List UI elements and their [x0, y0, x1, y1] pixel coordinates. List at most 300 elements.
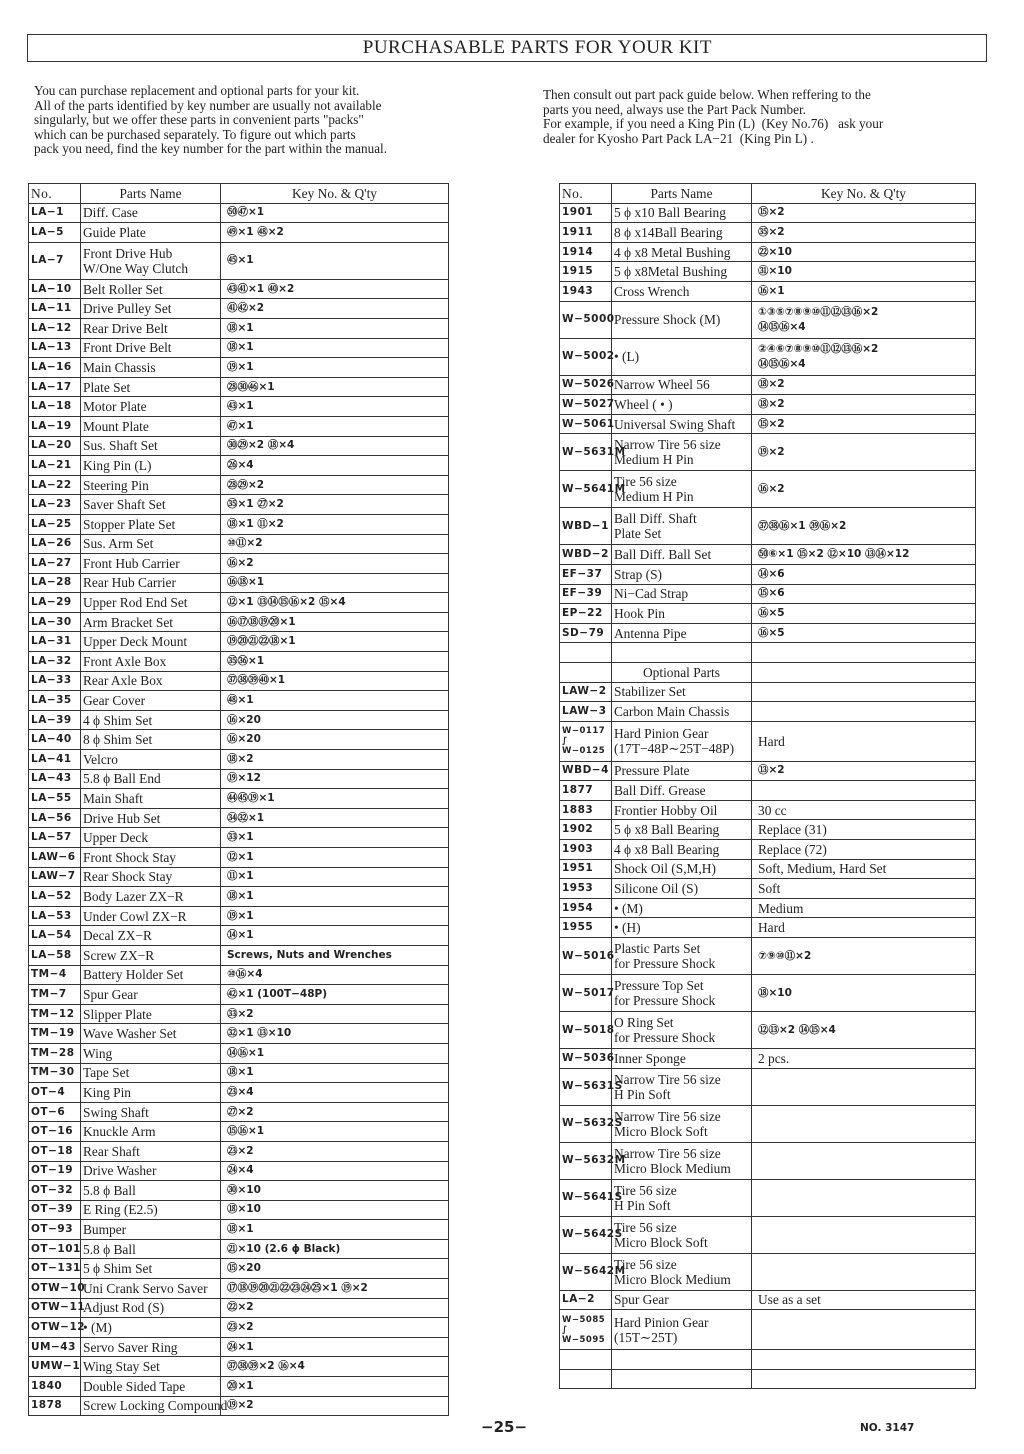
key-quantity: ㉞㉜×1: [221, 808, 449, 828]
table-row: [29, 828, 449, 848]
key-quantity: ⑩⑯×4: [221, 965, 449, 985]
part-number: WBD−2: [560, 545, 612, 565]
table-row: [29, 750, 449, 770]
part-number: W−5085 ∫ W−5095: [560, 1310, 612, 1350]
page-title-bar: [27, 34, 987, 62]
table-row: [560, 938, 976, 975]
part-name: Main Chassis: [81, 358, 221, 378]
part-name: Wheel ( • ): [612, 395, 752, 415]
table-row: [29, 475, 449, 495]
part-number: LA−22: [29, 475, 81, 495]
key-quantity: ⑮×2: [752, 203, 976, 223]
key-quantity: ⑮×2: [752, 414, 976, 434]
part-number: LA−21: [29, 456, 81, 476]
key-quantity: ㉗×2: [221, 1102, 449, 1122]
part-name: King Pin: [81, 1083, 221, 1103]
part-name: Narrow Wheel 56: [612, 375, 752, 395]
part-name: • (M): [612, 898, 752, 918]
part-number: W−5641M: [560, 471, 612, 508]
part-number: 1955: [560, 918, 612, 938]
table-row: [29, 397, 449, 417]
key-quantity: ⑱×1: [221, 1063, 449, 1083]
part-name: Front Drive Belt: [81, 338, 221, 358]
part-name: Hard Pinion Gear (17T−48P∼25T−48P): [612, 721, 752, 761]
key-quantity: [752, 1105, 976, 1142]
part-number: LA−41: [29, 750, 81, 770]
part-name: Carbon Main Chassis: [612, 702, 752, 722]
part-number: UM−43: [29, 1337, 81, 1357]
part-name: 8 ϕ Shim Set: [81, 730, 221, 750]
key-quantity: ㊶㊷×2: [221, 299, 449, 319]
key-quantity: ⑰⑱⑲⑳㉑㉒㉓㉔㉕×1 ⑲×2: [221, 1279, 449, 1299]
part-number: LA−10: [29, 279, 81, 299]
part-name: Ball Diff. Shaft Plate Set: [612, 508, 752, 545]
part-number: LA−58: [29, 945, 81, 965]
table-row: [29, 593, 449, 613]
part-number: OT−93: [29, 1220, 81, 1240]
part-number: 1878: [29, 1396, 81, 1416]
key-quantity: ㊲㊳㊴㊵×1: [221, 671, 449, 691]
part-number: W−5002: [560, 338, 612, 375]
key-quantity: ⑯⑰⑱⑲⑳×1: [221, 612, 449, 632]
table-row: [29, 534, 449, 554]
part-name: Narrow Tire 56 size Medium H Pin: [612, 434, 752, 471]
part-name: 5.8 ϕ Ball End: [81, 769, 221, 789]
key-quantity: ㉒×2: [221, 1298, 449, 1318]
part-number: 1883: [560, 800, 612, 820]
part-name: Stabilizer Set: [612, 682, 752, 702]
part-name: Drive Washer: [81, 1161, 221, 1181]
part-name: 5 ϕ x10 Ball Bearing: [612, 203, 752, 223]
part-number: LA−17: [29, 377, 81, 397]
table-row: [560, 508, 976, 545]
part-name: Ball Diff. Ball Set: [612, 545, 752, 565]
part-name: 5.8 ϕ Ball: [81, 1181, 221, 1201]
table-row: [29, 573, 449, 593]
key-quantity: ⑱×1 ⑪×2: [221, 514, 449, 534]
part-name: Silicone Oil (S): [612, 879, 752, 899]
part-name: Tire 56 size Micro Block Medium: [612, 1253, 752, 1290]
table-row: [29, 242, 449, 279]
key-quantity: ⑱×2: [752, 375, 976, 395]
table-row: [560, 584, 976, 604]
part-number: [560, 1369, 612, 1389]
table-row: [560, 301, 976, 338]
key-quantity: ㉔×1: [221, 1337, 449, 1357]
part-name: Front Shock Stay: [81, 848, 221, 868]
part-number: LA−18: [29, 397, 81, 417]
table-row: [560, 203, 976, 223]
part-number: 1911: [560, 223, 612, 243]
table-row: [29, 985, 449, 1005]
part-name: O Ring Set for Pressure Shock: [612, 1012, 752, 1049]
part-number: LA−13: [29, 338, 81, 358]
part-name: Drive Pulley Set: [81, 299, 221, 319]
part-number: W−5631M: [560, 434, 612, 471]
part-number: 1903: [560, 840, 612, 860]
part-number: LA−54: [29, 926, 81, 946]
part-name: Rear Hub Carrier: [81, 573, 221, 593]
part-number: W−5641S: [560, 1179, 612, 1216]
key-quantity: [752, 1179, 976, 1216]
table-row: [29, 1004, 449, 1024]
header-parts-name: Parts Name: [81, 184, 221, 204]
part-name: Slipper Plate: [81, 1004, 221, 1024]
part-name: Pressure Shock (M): [612, 301, 752, 338]
key-quantity: Replace (31): [752, 820, 976, 840]
key-quantity: [752, 1216, 976, 1253]
key-quantity: ⑲⑳㉑㉒⑱×1: [221, 632, 449, 652]
part-name: 5 ϕ Shim Set: [81, 1259, 221, 1279]
key-quantity: ㉟×1 ㉗×2: [221, 495, 449, 515]
part-number: OT−131: [29, 1259, 81, 1279]
table-row: [29, 358, 449, 378]
part-name: Steering Pin: [81, 475, 221, 495]
key-quantity: ㉝×1: [221, 828, 449, 848]
table-row: [29, 769, 449, 789]
part-number: LA−29: [29, 593, 81, 613]
part-number: LA−52: [29, 887, 81, 907]
part-number: 1954: [560, 898, 612, 918]
part-number: EP−22: [560, 604, 612, 624]
part-number: LA−55: [29, 789, 81, 809]
part-name: 8 ϕ x14Ball Bearing: [612, 223, 752, 243]
table-header-row: [560, 184, 976, 204]
page-number: −25−: [481, 1418, 528, 1436]
table-row: [560, 1049, 976, 1069]
part-number: W−5027: [560, 395, 612, 415]
table-row: [29, 514, 449, 534]
part-number: EF−37: [560, 564, 612, 584]
part-name: Upper Rod End Set: [81, 593, 221, 613]
part-name: Cross Wrench: [612, 281, 752, 301]
part-name: Strap (S): [612, 564, 752, 584]
header-no: No.: [560, 184, 612, 204]
table-row: [560, 1216, 976, 1253]
part-name: [612, 643, 752, 663]
document-number: NO. 3147: [860, 1422, 915, 1434]
part-name: Adjust Rod (S): [81, 1298, 221, 1318]
part-name: Tire 56 size Medium H Pin: [612, 471, 752, 508]
key-quantity: Screws, Nuts and Wrenches: [221, 945, 449, 965]
key-quantity: ㉑×10 (2.6 ϕ Black): [221, 1239, 449, 1259]
table-row: [29, 945, 449, 965]
part-name: Shock Oil (S,M,H): [612, 859, 752, 879]
part-number: W−5632S: [560, 1105, 612, 1142]
part-name: Tire 56 size H Pin Soft: [612, 1179, 752, 1216]
header-key-qty: Key No. & Q'ty: [752, 184, 976, 204]
part-name: Stopper Plate Set: [81, 514, 221, 534]
part-number: LA−56: [29, 808, 81, 828]
key-quantity: ㊾×1 ㊽×2: [221, 223, 449, 243]
key-quantity: ⑱×2: [752, 395, 976, 415]
part-name: Main Shaft: [81, 789, 221, 809]
part-name: Double Sided Tape: [81, 1377, 221, 1397]
key-quantity: ⑦⑨⑩⑪×2: [752, 938, 976, 975]
parts-table-right: [559, 183, 976, 1389]
key-quantity: ⑫×1: [221, 848, 449, 868]
part-number: W−5036: [560, 1049, 612, 1069]
part-name: Front Axle Box: [81, 652, 221, 672]
part-number: OT−18: [29, 1141, 81, 1161]
part-number: LA−16: [29, 358, 81, 378]
table-row: [560, 761, 976, 781]
key-quantity: 2 pcs.: [752, 1049, 976, 1069]
intro-left: You can purchase replacement and optional parts for your kit. All of the parts identified by key number are usually not available singularly, but we offer these parts in convenient parts "packs" which can be purchased separately. To figure out which parts pack you need, find the key number for the part within the manual.: [34, 83, 388, 157]
part-name: Plastic Parts Set for Pressure Shock: [612, 938, 752, 975]
key-quantity: ⑯×5: [752, 604, 976, 624]
table-row: [29, 612, 449, 632]
table-row: [29, 456, 449, 476]
part-name: Guide Plate: [81, 223, 221, 243]
key-quantity: ⑱×1: [221, 1220, 449, 1240]
table-row: [560, 702, 976, 722]
part-name: [612, 1350, 752, 1370]
part-name: Hook Pin: [612, 604, 752, 624]
table-row: [29, 1024, 449, 1044]
table-row: [29, 1063, 449, 1083]
part-name: Rear Axle Box: [81, 671, 221, 691]
table-row: [29, 671, 449, 691]
key-quantity: ⑮×6: [752, 584, 976, 604]
table-row: [29, 1200, 449, 1220]
key-quantity: ㊲㊳㊴×2 ⑯×4: [221, 1357, 449, 1377]
part-name: Universal Swing Shaft: [612, 414, 752, 434]
key-quantity: Soft: [752, 879, 976, 899]
part-name: Pressure Plate: [612, 761, 752, 781]
part-number: 1840: [29, 1377, 81, 1397]
table-row: [29, 1318, 449, 1338]
part-name: Rear Drive Belt: [81, 318, 221, 338]
part-number: LA−40: [29, 730, 81, 750]
part-number: LAW−3: [560, 702, 612, 722]
part-number: OT−19: [29, 1161, 81, 1181]
parts-table-left: [28, 183, 449, 1416]
table-row: [29, 867, 449, 887]
key-quantity: [752, 1350, 976, 1370]
table-row: [560, 1290, 976, 1310]
key-quantity: [752, 682, 976, 702]
key-quantity: ⑯×1: [752, 281, 976, 301]
part-name: Tire 56 size Micro Block Soft: [612, 1216, 752, 1253]
part-name: Saver Shaft Set: [81, 495, 221, 515]
key-quantity: [752, 1310, 976, 1350]
table-row: [29, 279, 449, 299]
table-row: [29, 808, 449, 828]
part-number: TM−12: [29, 1004, 81, 1024]
part-name: Frontier Hobby Oil: [612, 800, 752, 820]
part-name: Drive Hub Set: [81, 808, 221, 828]
key-quantity: Hard: [752, 918, 976, 938]
part-name: Ball Diff. Grease: [612, 781, 752, 801]
table-row: [560, 1105, 976, 1142]
part-name: Narrow Tire 56 size Micro Block Medium: [612, 1142, 752, 1179]
part-number: LA−43: [29, 769, 81, 789]
part-number: W−5016: [560, 938, 612, 975]
table-row: [29, 436, 449, 456]
key-quantity: ⑩⑪×2: [221, 534, 449, 554]
table-row: [29, 1377, 449, 1397]
table-row: [29, 318, 449, 338]
table-row: [560, 898, 976, 918]
part-number: LA−26: [29, 534, 81, 554]
key-quantity: ⑳×1: [221, 1377, 449, 1397]
table-row: [560, 879, 976, 899]
key-quantity: ㉔×4: [221, 1161, 449, 1181]
table-row: [29, 1122, 449, 1142]
part-number: [560, 1350, 612, 1370]
part-name: Front Drive Hub W/One Way Clutch: [81, 242, 221, 279]
key-quantity: ㉟×2: [752, 223, 976, 243]
part-number: W−5642M: [560, 1253, 612, 1290]
key-quantity: ㊿㊼×1: [221, 203, 449, 223]
part-number: TM−4: [29, 965, 81, 985]
part-name: Plate Set: [81, 377, 221, 397]
table-row: [29, 338, 449, 358]
table-row: [29, 965, 449, 985]
part-name: Upper Deck: [81, 828, 221, 848]
table-row: [560, 242, 976, 262]
key-quantity: Medium: [752, 898, 976, 918]
key-quantity: ⑯×20: [221, 730, 449, 750]
table-row: [29, 554, 449, 574]
part-number: W−0117 ∫ W−0125: [560, 721, 612, 761]
part-number: LA−35: [29, 691, 81, 711]
part-name: Screw ZX−R: [81, 945, 221, 965]
part-name: Wing: [81, 1043, 221, 1063]
key-quantity: ⑯⑱×1: [221, 573, 449, 593]
part-name: [612, 1369, 752, 1389]
part-name: E Ring (E2.5): [81, 1200, 221, 1220]
table-row: [29, 887, 449, 907]
key-quantity: ㉚㉙×2 ⑱×4: [221, 436, 449, 456]
key-quantity: ㊿⑥×1 ⑮×2 ⑫×10 ⑬⑭×12: [752, 545, 976, 565]
part-number: 1914: [560, 242, 612, 262]
table-row: [29, 1102, 449, 1122]
part-name: Uni Crank Servo Saver: [81, 1279, 221, 1299]
part-number: [560, 662, 612, 682]
table-row: [560, 414, 976, 434]
table-row: [29, 730, 449, 750]
key-quantity: ⑲×1: [221, 906, 449, 926]
part-number: W−5642S: [560, 1216, 612, 1253]
part-number: W−5018: [560, 1012, 612, 1049]
key-quantity: ㊸㊶×1 ㊵×2: [221, 279, 449, 299]
table-row: [29, 848, 449, 868]
part-number: LA−20: [29, 436, 81, 456]
page-title: PURCHASABLE PARTS FOR YOUR KIT: [362, 37, 712, 58]
key-quantity: ⑫⑬×2 ⑭⑮×4: [752, 1012, 976, 1049]
part-name: King Pin (L): [81, 456, 221, 476]
part-number: OT−32: [29, 1181, 81, 1201]
table-row: [29, 377, 449, 397]
key-quantity: ㊸×1: [221, 397, 449, 417]
table-row: [560, 1253, 976, 1290]
part-name: 5 ϕ x8 Ball Bearing: [612, 820, 752, 840]
key-quantity: ㉘㉙×2: [221, 475, 449, 495]
part-name: Sus. Shaft Set: [81, 436, 221, 456]
part-number: TM−28: [29, 1043, 81, 1063]
table-row: [560, 781, 976, 801]
part-number: 1902: [560, 820, 612, 840]
key-quantity: ㉓×4: [221, 1083, 449, 1103]
key-quantity: ⑱×1: [221, 318, 449, 338]
key-quantity: ⑭⑯×1: [221, 1043, 449, 1063]
table-row: [29, 1083, 449, 1103]
part-name: • (H): [612, 918, 752, 938]
table-row: [560, 859, 976, 879]
part-number: W−5631S: [560, 1068, 612, 1105]
table-row: [29, 1357, 449, 1377]
key-quantity: Soft, Medium, Hard Set: [752, 859, 976, 879]
part-number: 1951: [560, 859, 612, 879]
table-row: [29, 632, 449, 652]
part-number: W−5017: [560, 975, 612, 1012]
key-quantity: ⑲×2: [752, 434, 976, 471]
key-quantity: [752, 702, 976, 722]
table-row: [29, 906, 449, 926]
part-number: UMW−1: [29, 1357, 81, 1377]
part-number: LA−7: [29, 242, 81, 279]
table-row: [560, 840, 976, 860]
part-name: Antenna Pipe: [612, 623, 752, 643]
table-row: [560, 721, 976, 761]
table-row: [560, 395, 976, 415]
table-row: [560, 375, 976, 395]
part-name: Hard Pinion Gear (15T∼25T): [612, 1310, 752, 1350]
key-quantity: ⑭×6: [752, 564, 976, 584]
part-name: Screw Locking Compound: [81, 1396, 221, 1416]
table-row: [29, 1396, 449, 1416]
part-number: LA−53: [29, 906, 81, 926]
key-quantity: ⑱×10: [752, 975, 976, 1012]
key-quantity: ⑱×1: [221, 887, 449, 907]
part-name: Rear Shaft: [81, 1141, 221, 1161]
part-number: WBD−1: [560, 508, 612, 545]
table-row: [29, 926, 449, 946]
part-number: 1915: [560, 262, 612, 282]
table-row: [29, 495, 449, 515]
key-quantity: [752, 643, 976, 663]
table-row: [29, 1337, 449, 1357]
key-quantity: ⑪×1: [221, 867, 449, 887]
table-row: [560, 1369, 976, 1389]
part-name: Rear Shock Stay: [81, 867, 221, 887]
part-name: Upper Deck Mount: [81, 632, 221, 652]
key-quantity: ㊼×1: [221, 416, 449, 436]
part-number: LA−28: [29, 573, 81, 593]
table-row: [29, 203, 449, 223]
table-row: [560, 1350, 976, 1370]
key-quantity: ㉖×4: [221, 456, 449, 476]
part-number: OT−101: [29, 1239, 81, 1259]
key-quantity: ㉓×2: [221, 1318, 449, 1338]
table-row: [560, 338, 976, 375]
part-number: LA−11: [29, 299, 81, 319]
part-name: 5.8 ϕ Ball: [81, 1239, 221, 1259]
key-quantity: ㉛×10: [752, 262, 976, 282]
part-name: Battery Holder Set: [81, 965, 221, 985]
part-name: Knuckle Arm: [81, 1122, 221, 1142]
part-number: WBD−4: [560, 761, 612, 781]
part-number: LA−12: [29, 318, 81, 338]
part-name: Swing Shaft: [81, 1102, 221, 1122]
part-name: Belt Roller Set: [81, 279, 221, 299]
part-number: LAW−2: [560, 682, 612, 702]
key-quantity: ①③⑤⑦⑧⑨⑩⑪⑫⑬⑯×2 ⑭⑮⑯×4: [752, 301, 976, 338]
part-number: LA−19: [29, 416, 81, 436]
table-row: [560, 1142, 976, 1179]
